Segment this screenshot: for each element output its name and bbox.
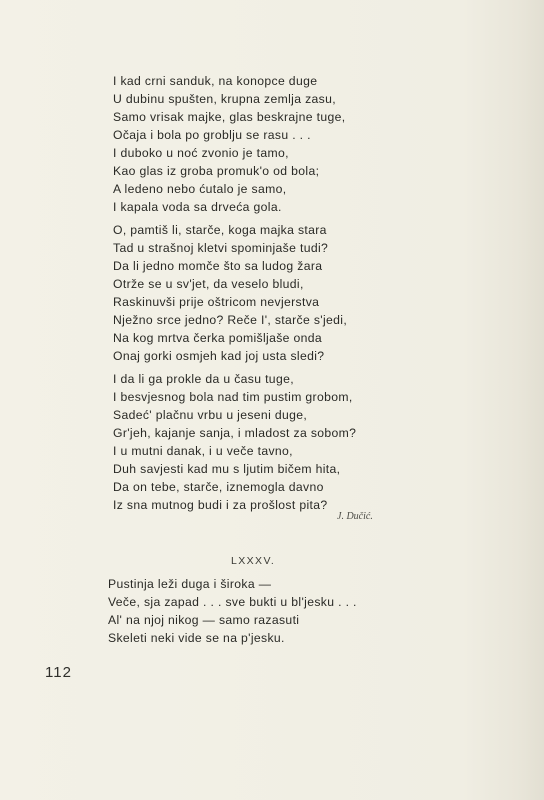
verse-line: I kapala voda sa drveća gola. [113, 200, 282, 214]
verse-line: Na kog mrtva čerka pomišljaše onda [113, 331, 323, 345]
next-poem-stanza [108, 575, 357, 647]
poem-stanza-1 [113, 72, 345, 216]
poem-stanza-2 [113, 221, 347, 365]
verse-line: Sadeć' plačnu vrbu u jeseni duge, [113, 408, 308, 422]
verse-line: O, pamtiš li, starče, koga majka stara [113, 223, 327, 237]
verse-line: Skeleti neki vide se na p'jesku. [108, 631, 285, 645]
poem-stanza-3 [113, 370, 356, 514]
verse-line: Kao glas iz groba promuk'o od bola; [113, 164, 320, 178]
verse-line: Al' na njoj nikog — samo razasuti [108, 613, 300, 627]
verse-line: Tad u strašnoj kletvi spominjaše tudi? [113, 241, 329, 255]
verse-line: I kad crni sanduk, na konopce duge [113, 74, 318, 88]
verse-line: U dubinu spušten, krupna zemlja zasu, [113, 92, 336, 106]
verse-line: Duh savjesti kad mu s ljutim bičem hita, [113, 462, 341, 476]
verse-line: Iz sna mutnog budi i za prošlost pita? [113, 498, 328, 512]
verse-line: Samo vrisak majke, glas beskrajne tuge, [113, 110, 346, 124]
poem-signature: J. Dučić. [337, 511, 373, 522]
verse-line: Onaj gorki osmjeh kad joj usta sledi? [113, 349, 325, 363]
verse-line: Pustinja leži duga i široka — [108, 577, 272, 591]
verse-line: I da li ga prokle da u času tuge, [113, 372, 294, 386]
verse-line: I besvjesnog bola nad tim pustim grobom, [113, 390, 353, 404]
verse-line: Nježno srce jedno? Reče I', starče s'jedi, [113, 313, 348, 327]
verse-line: Da li jedno momče što sa ludog žara [113, 259, 323, 273]
section-heading: LXXXV. [231, 555, 276, 567]
verse-line: I duboko u noć zvonio je tamo, [113, 146, 289, 160]
verse-line: Otrže se u sv'jet, da veselo bludi, [113, 277, 304, 291]
verse-line: A ledeno nebo ćutalo je samo, [113, 182, 287, 196]
verse-line: Da on tebe, starče, iznemogla davno [113, 480, 324, 494]
verse-line: Veče, sja zapad . . . sve bukti u bl'jesku . . . [108, 595, 357, 609]
verse-line: Raskinuvši prije oštricom nevjerstva [113, 295, 320, 309]
verse-line: Gr'jeh, kajanje sanja, i mladost za sobom? [113, 426, 357, 440]
verse-line: I u mutni danak, i u veče tavno, [113, 444, 293, 458]
verse-line: Očaja i bola po groblju se rasu . . . [113, 128, 311, 142]
page-number: 112 [45, 664, 72, 681]
